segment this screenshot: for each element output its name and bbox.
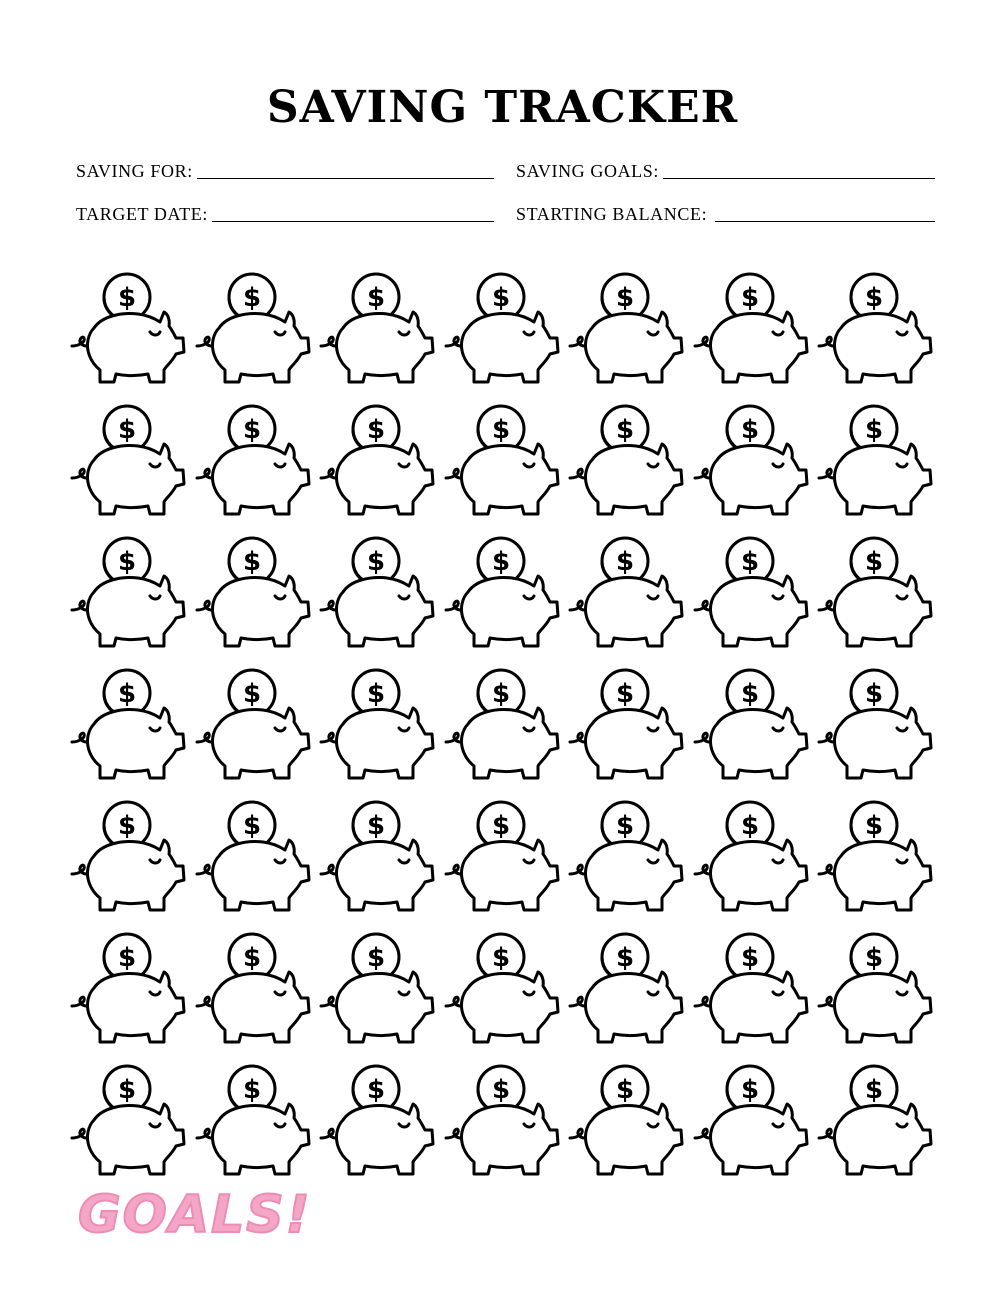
piggy-bank-icon[interactable]	[811, 1062, 935, 1182]
coin-dollar-sign: $	[615, 943, 635, 973]
piggy-bank-icon[interactable]	[64, 270, 188, 390]
piggy-bank-icon[interactable]	[438, 666, 562, 786]
coin-dollar-sign: $	[117, 415, 137, 445]
piggy-bank-icon[interactable]	[189, 798, 313, 918]
coin-dollar-sign: $	[740, 1075, 759, 1105]
coin-dollar-sign: $	[864, 811, 884, 841]
starting-balance-line[interactable]	[715, 203, 935, 222]
coin-dollar-sign: $	[242, 1075, 261, 1105]
coin-dollar-sign: $	[615, 811, 635, 841]
coin-dollar-sign: $	[117, 1075, 137, 1105]
piggy-bank-icon[interactable]	[562, 1062, 686, 1182]
coin-dollar-sign: $	[864, 1075, 884, 1105]
piggy-bank-icon[interactable]	[313, 270, 437, 390]
goals-sticker: GOALS!	[78, 1185, 312, 1245]
piggy-bank-grid	[64, 270, 944, 1180]
coin-dollar-sign: $	[491, 1075, 510, 1105]
coin-dollar-sign: $	[242, 283, 261, 313]
saving-for-field[interactable]	[76, 160, 494, 182]
piggy-bank-icon[interactable]	[313, 930, 437, 1050]
piggy-bank-icon[interactable]	[438, 798, 562, 918]
page-title: SAVING TRACKER	[266, 82, 739, 133]
saving-goals-line[interactable]	[663, 160, 935, 179]
piggy-bank-icon[interactable]	[562, 798, 686, 918]
saving-for-label: SAVING FOR:	[76, 161, 193, 181]
coin-dollar-sign: $	[117, 943, 137, 973]
piggy-bank-icon[interactable]	[189, 1062, 313, 1182]
coin-dollar-sign: $	[491, 415, 510, 445]
piggy-bank-icon[interactable]	[189, 402, 313, 522]
piggy-bank-icon[interactable]	[189, 930, 313, 1050]
piggy-bank-icon[interactable]	[64, 402, 188, 522]
piggy-bank-icon[interactable]	[313, 798, 437, 918]
piggy-bank-icon[interactable]	[64, 930, 188, 1050]
piggy-bank-icon[interactable]	[438, 534, 562, 654]
coin-dollar-sign: $	[740, 943, 759, 973]
coin-dollar-sign: $	[864, 547, 884, 577]
piggy-bank-icon[interactable]	[811, 534, 935, 654]
coin-dollar-sign: $	[615, 547, 635, 577]
piggy-bank-icon[interactable]	[562, 534, 686, 654]
coin-dollar-sign: $	[117, 679, 137, 709]
target-date-field[interactable]	[76, 203, 494, 225]
coin-dollar-sign: $	[740, 679, 759, 709]
piggy-bank-icon[interactable]	[313, 1062, 437, 1182]
coin-dollar-sign: $	[366, 415, 386, 445]
coin-dollar-sign: $	[864, 679, 884, 709]
target-date-line[interactable]	[212, 203, 494, 222]
coin-dollar-sign: $	[740, 283, 759, 313]
coin-dollar-sign: $	[117, 283, 137, 313]
coin-dollar-sign: $	[242, 679, 261, 709]
coin-dollar-sign: $	[242, 943, 261, 973]
coin-dollar-sign: $	[491, 679, 510, 709]
coin-dollar-sign: $	[864, 283, 884, 313]
piggy-bank-icon[interactable]	[313, 402, 437, 522]
piggy-bank-icon[interactable]	[687, 534, 811, 654]
piggy-bank-icon[interactable]	[687, 930, 811, 1050]
coin-dollar-sign: $	[242, 811, 261, 841]
piggy-bank-icon[interactable]	[438, 402, 562, 522]
piggy-bank-icon[interactable]	[687, 798, 811, 918]
starting-balance-field[interactable]	[516, 203, 935, 225]
piggy-bank-icon[interactable]	[64, 1062, 188, 1182]
piggy-bank-icon[interactable]	[687, 270, 811, 390]
coin-dollar-sign: $	[615, 283, 635, 313]
coin-dollar-sign: $	[366, 1075, 386, 1105]
coin-dollar-sign: $	[740, 415, 759, 445]
coin-dollar-sign: $	[117, 547, 137, 577]
piggy-bank-icon[interactable]	[811, 798, 935, 918]
coin-dollar-sign: $	[740, 811, 759, 841]
coin-dollar-sign: $	[864, 943, 884, 973]
piggy-bank-icon[interactable]	[438, 930, 562, 1050]
piggy-bank-icon[interactable]	[811, 402, 935, 522]
saving-for-line[interactable]	[197, 160, 494, 179]
piggy-bank-icon[interactable]	[189, 666, 313, 786]
piggy-bank-icon[interactable]	[562, 666, 686, 786]
piggy-bank-icon[interactable]	[313, 534, 437, 654]
piggy-bank-icon[interactable]	[64, 798, 188, 918]
piggy-bank-icon[interactable]	[189, 534, 313, 654]
coin-dollar-sign: $	[366, 547, 386, 577]
piggy-bank-icon[interactable]	[438, 270, 562, 390]
coin-dollar-sign: $	[615, 679, 635, 709]
coin-dollar-sign: $	[491, 811, 510, 841]
coin-dollar-sign: $	[491, 547, 510, 577]
coin-dollar-sign: $	[366, 811, 386, 841]
coin-dollar-sign: $	[242, 547, 261, 577]
saving-goals-label: SAVING GOALS:	[516, 161, 659, 181]
coin-dollar-sign: $	[491, 283, 510, 313]
coin-dollar-sign: $	[864, 415, 884, 445]
coin-dollar-sign: $	[117, 811, 137, 841]
piggy-bank-icon[interactable]	[687, 1062, 811, 1182]
coin-dollar-sign: $	[366, 943, 386, 973]
target-date-label: TARGET DATE:	[76, 204, 208, 224]
coin-dollar-sign: $	[615, 1075, 635, 1105]
piggy-bank-icon[interactable]	[811, 270, 935, 390]
piggy-bank-icon[interactable]	[562, 402, 686, 522]
piggy-bank-icon[interactable]	[562, 270, 686, 390]
coin-dollar-sign: $	[615, 415, 635, 445]
piggy-bank-icon[interactable]	[687, 402, 811, 522]
saving-goals-field[interactable]	[516, 160, 935, 182]
coin-dollar-sign: $	[242, 415, 261, 445]
piggy-bank-icon[interactable]	[438, 1062, 562, 1182]
coin-dollar-sign: $	[366, 283, 386, 313]
piggy-bank-icon[interactable]	[562, 930, 686, 1050]
piggy-bank-icon[interactable]	[313, 666, 437, 786]
coin-dollar-sign: $	[491, 943, 510, 973]
piggy-bank-icon[interactable]	[64, 534, 188, 654]
starting-balance-label: STARTING BALANCE:	[516, 204, 708, 224]
piggy-bank-icon[interactable]	[811, 930, 935, 1050]
piggy-bank-icon[interactable]	[811, 666, 935, 786]
coin-dollar-sign: $	[740, 547, 759, 577]
piggy-bank-icon[interactable]	[64, 666, 188, 786]
piggy-bank-icon[interactable]	[189, 270, 313, 390]
piggy-bank-icon[interactable]	[687, 666, 811, 786]
coin-dollar-sign: $	[366, 679, 386, 709]
